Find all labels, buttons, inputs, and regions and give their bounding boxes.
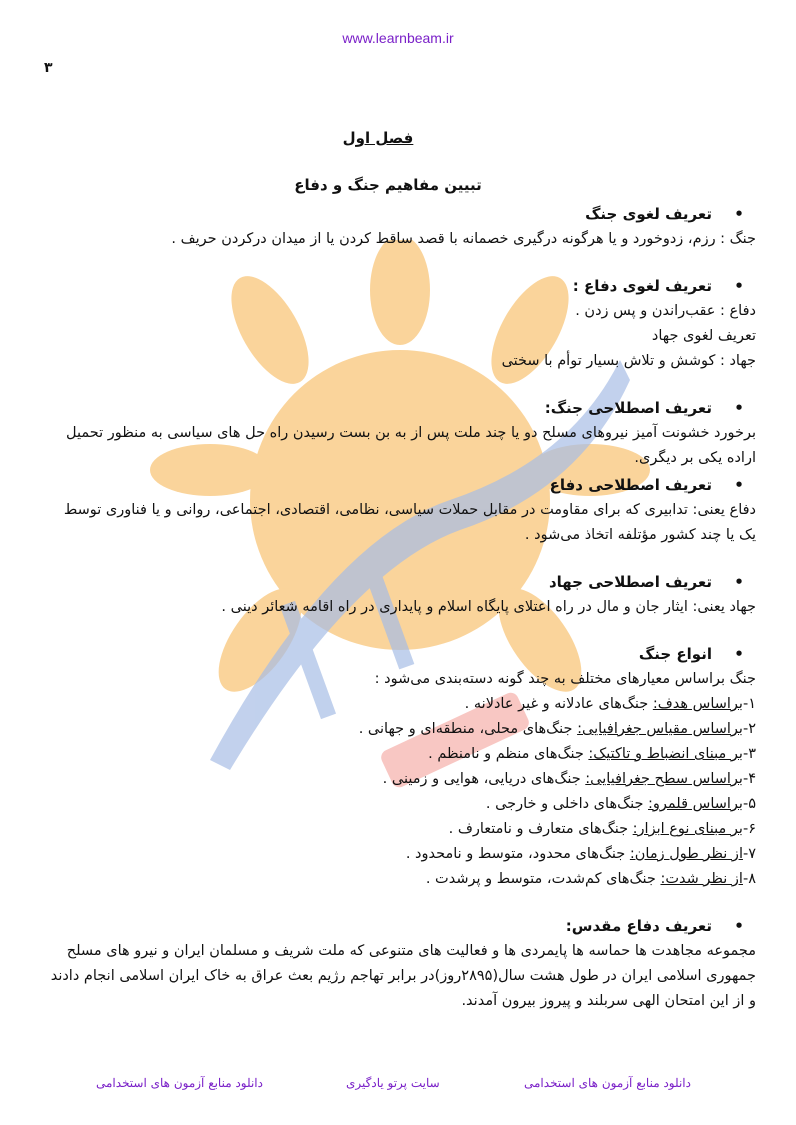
bullet-dot-icon: • xyxy=(734,399,744,417)
paragraph-line: برخورد خشونت آمیز نیروهای مسلح دو یا چند ملت پس از به بن بست رسیدن راه حل های سیاسی به منظور تحمیل xyxy=(65,425,756,441)
bullet-dot-icon: • xyxy=(734,573,744,591)
paragraph-line: و از این امتحان الهی سربلند و پیروز بیرون آمدند. xyxy=(461,993,756,1009)
bullet-dot-icon: • xyxy=(734,277,744,295)
list-item: ۷-از نظر طول زمان: جنگ‌های محدود، متوسط و نامحدود . xyxy=(405,846,756,862)
paragraph-line: دفاع : عقب‌راندن و پس زدن . xyxy=(575,303,756,319)
chapter-title: فصل اول xyxy=(342,129,414,147)
list-item: ۶-بر مبنای نوع ابزار: جنگ‌های متعارف و نامتعارف . xyxy=(448,821,756,837)
footer-link-center[interactable]: سایت پرتو یادگیری xyxy=(346,1076,440,1090)
heading-text: تعریف لغوی دفاع : xyxy=(572,277,712,295)
paragraph-line: اراده یکی بر دیگری. xyxy=(634,450,756,466)
paragraph-line: جنگ : رزم، زدوخورد و یا هرگونه درگیری خصمانه با قصد ساقط کردن یا از میدان درکردن حریف . xyxy=(171,231,756,247)
list-item: ۱-براساس هدف: جنگ‌های عادلانه و غیر عادلانه . xyxy=(464,696,756,712)
section-heading-lexical-war xyxy=(40,202,756,227)
paragraph-line: مجموعه مجاهدت ها حماسه ها پایمردی ها و فعالیت های متنوعی که ملت شریف و مسلمان ایران و نیرو های مسلح xyxy=(66,943,756,959)
heading-text: تعریف دفاع مقدس: xyxy=(565,917,712,935)
section-heading-term-war xyxy=(40,396,756,421)
document-body xyxy=(40,126,756,1014)
footer-link-left[interactable]: دانلود منابع آزمون های استخدامی xyxy=(96,1076,263,1090)
bullet-dot-icon: • xyxy=(734,645,744,663)
heading-text: تعریف اصطلاحی دفاع xyxy=(549,476,712,494)
list-item: ۲-براساس مقیاس جغرافیایی: جنگ‌های محلی، منطقه‌ای و جهانی . xyxy=(358,721,756,737)
section-heading-term-jihad xyxy=(40,570,756,595)
heading-text: تعریف لغوی جنگ xyxy=(585,205,712,223)
section-heading-lexical-defense xyxy=(40,274,756,299)
bullet-dot-icon: • xyxy=(734,205,744,223)
page-number: ۳ xyxy=(44,60,53,76)
heading-text: انواع جنگ xyxy=(638,645,712,663)
paragraph-line: جهاد یعنی: ایثار جان و مال در راه اعتلای پایگاه اسلام و پایداری در راه اقامه شعائر دینی . xyxy=(221,599,756,615)
section-heading-sacred-defense xyxy=(40,914,756,939)
paragraph-line: جمهوری اسلامی ایران در طول هشت سال(۲۸۹۵روز)در برابر تهاجم رژیم بعث عراق به خاک ایران اسلامی انجام دادند xyxy=(50,968,756,984)
heading-text: تعریف اصطلاحی جهاد xyxy=(548,573,712,591)
section-heading-term-defense xyxy=(40,473,756,498)
war-types-intro: جنگ براساس معیارهای مختلف به چند گونه دسته‌بندی می‌شود : xyxy=(374,671,756,687)
list-item: ۸-از نظر شدت: جنگ‌های کم‌شدت، متوسط و پرشدت . xyxy=(425,871,756,887)
footer-link-right[interactable]: دانلود منابع آزمون های استخدامی xyxy=(524,1076,691,1090)
bullet-dot-icon: • xyxy=(734,917,744,935)
paragraph-line: تعریف لغوی جهاد xyxy=(651,328,756,344)
list-item: ۴-براساس سطح جغرافیایی: جنگ‌های دریایی، هوایی و زمینی . xyxy=(382,771,756,787)
list-item: ۵-براساس قلمرو: جنگ‌های داخلی و خارجی . xyxy=(485,796,756,812)
paragraph-line: دفاع یعنی: تدابیری که برای مقاومت در مقابل حملات سیاسی، نظامی، اقتصادی، اجتماعی، روانی و یا فناوری توسط xyxy=(63,502,756,518)
main-title: تبیین مفاهیم جنگ و دفاع xyxy=(294,176,482,194)
paragraph-line: یک یا چند کشور مؤتلفه اتخاذ می‌شود . xyxy=(524,527,756,543)
page-footer xyxy=(0,1076,796,1096)
paragraph-line: جهاد : کوشش و تلاش بسیار توأم با سختی xyxy=(501,353,756,369)
list-item: ۳-بر مبنای انضباط و تاکتیک: جنگ‌های منظم و نامنظم . xyxy=(428,746,756,762)
site-url[interactable]: www.learnbeam.ir xyxy=(342,30,454,46)
bullet-dot-icon: • xyxy=(734,476,744,494)
section-heading-war-types xyxy=(40,642,756,667)
war-types-list xyxy=(40,692,756,892)
heading-text: تعریف اصطلاحی جنگ: xyxy=(544,399,712,417)
